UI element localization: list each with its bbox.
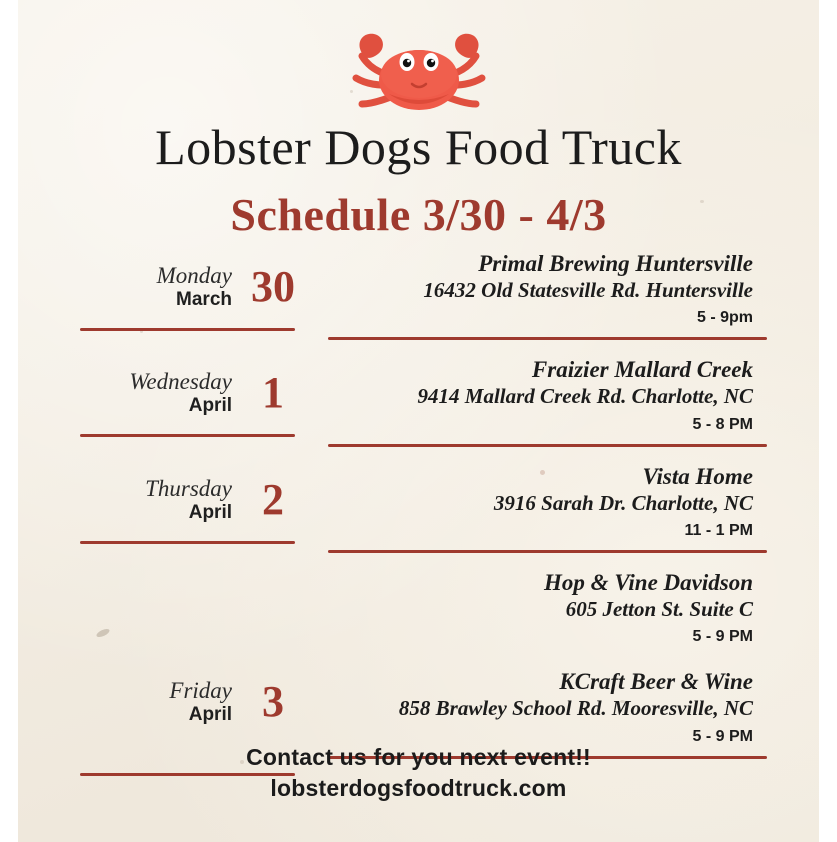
event-time: 5 - 9 PM	[692, 628, 753, 646]
schedule-row	[70, 356, 767, 446]
event-venue: Fraizier Mallard Creek	[531, 357, 753, 383]
event-time: 5 - 9 PM	[692, 727, 753, 745]
divider	[80, 328, 295, 331]
crab-claw-left	[359, 34, 382, 58]
events-column	[310, 463, 767, 553]
divider	[328, 337, 767, 340]
events-column	[310, 250, 767, 340]
crab-claw-right	[455, 34, 478, 58]
day-name: Friday	[169, 677, 232, 703]
footer-contact-text: Contact us for you next event!!	[246, 743, 591, 770]
event-address: 605 Jetton St. Suite C	[565, 597, 753, 622]
event-venue: KCraft Beer & Wine	[559, 669, 753, 695]
month-name: April	[188, 704, 232, 726]
event-venue: Primal Brewing Huntersville	[478, 251, 753, 276]
divider	[328, 444, 767, 447]
day-name: Wednesday	[129, 369, 232, 395]
event-time: 5 - 8 PM	[692, 415, 753, 433]
events-column	[310, 569, 767, 759]
event-item	[328, 569, 767, 646]
date-text	[169, 679, 232, 725]
footer-website[interactable]: lobsterdogsfoodtruck.com	[270, 774, 567, 801]
day-name: Monday	[156, 263, 232, 288]
events-column	[310, 356, 767, 446]
schedule-row	[70, 463, 767, 553]
logo-area	[0, 22, 837, 122]
event-venue: Vista Home	[642, 463, 753, 489]
page-subtitle: Schedule 3/30 - 4/3	[230, 189, 607, 240]
date-text	[157, 264, 232, 310]
day-number: 2	[262, 474, 284, 524]
schedule-list	[70, 250, 767, 776]
event-time: 11 - 1 PM	[684, 521, 753, 539]
footer	[0, 742, 837, 804]
event-item	[328, 668, 767, 745]
date-column	[70, 463, 310, 544]
event-item	[328, 356, 767, 433]
event-item	[328, 250, 767, 327]
event-venue: Hop & Vine Davidson	[544, 569, 753, 595]
event-address: 858 Brawley School Rd. Mooresville, NC	[398, 696, 753, 721]
date-block	[70, 250, 300, 310]
crab-icon	[334, 22, 504, 122]
month-name: April	[188, 395, 232, 417]
date-block	[70, 569, 300, 725]
date-column	[70, 250, 310, 331]
day-name: Thursday	[145, 475, 232, 501]
divider	[80, 541, 295, 544]
schedule-row	[70, 250, 767, 340]
divider	[328, 550, 767, 553]
event-item	[328, 463, 767, 540]
date-block	[70, 463, 300, 523]
month-name: March	[176, 289, 232, 311]
spacer	[328, 646, 767, 668]
date-text	[145, 477, 232, 523]
day-number: 3	[262, 676, 284, 726]
date-block	[70, 356, 300, 416]
day-number: 30	[251, 262, 295, 312]
divider	[80, 434, 295, 437]
event-address: 9414 Mallard Creek Rd. Charlotte, NC	[417, 384, 753, 409]
event-address: 3916 Sarah Dr. Charlotte, NC	[493, 490, 753, 515]
date-text	[129, 370, 232, 416]
event-address: 16432 Old Statesville Rd. Huntersville	[423, 278, 753, 303]
day-number: 1	[262, 368, 284, 418]
page-title: Lobster Dogs Food Truck	[155, 119, 682, 175]
month-name: April	[188, 501, 232, 523]
date-column	[70, 356, 310, 437]
event-time: 5 - 9pm	[696, 309, 753, 327]
